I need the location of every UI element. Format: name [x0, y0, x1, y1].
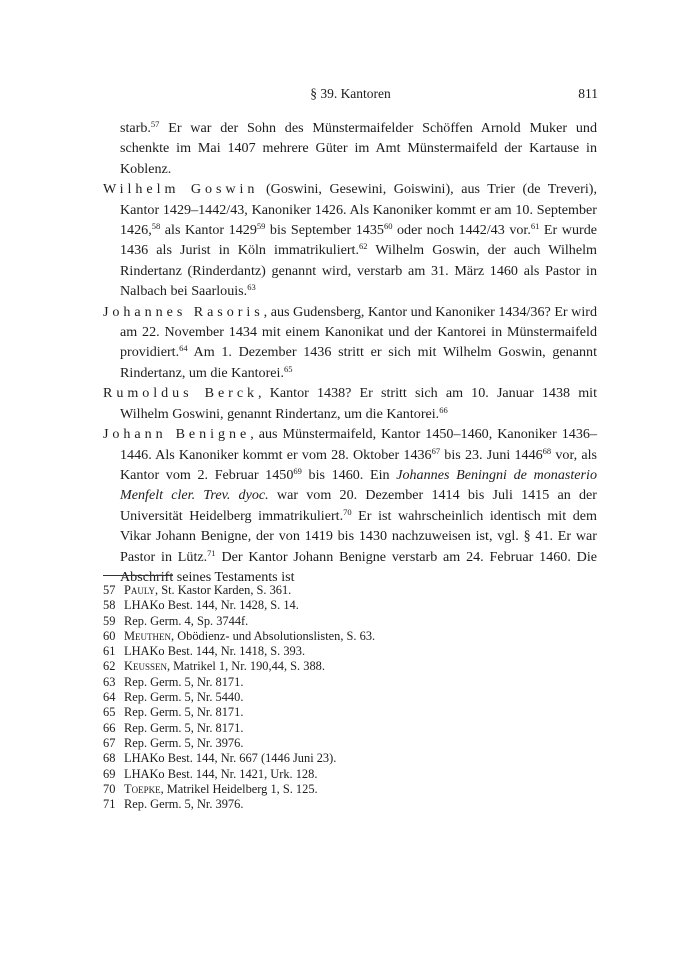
footnote-ref: 59: [256, 221, 266, 232]
footnote-text: [124, 721, 243, 736]
footnote-citation: Rep. Germ. 5, Nr. 5440.: [124, 690, 244, 705]
footnote: [103, 598, 597, 613]
footnote-ref: 63: [247, 282, 256, 293]
footnote-text: [124, 690, 243, 705]
footnote-ref: 64: [179, 343, 188, 354]
text-segment: als Kantor 1429: [160, 222, 257, 239]
text-segment: Der Kantor Johann Benigne verstarb am 24. Februar 1460. Die Abschrift seines Testaments ist: [120, 548, 597, 585]
footnote: [103, 782, 597, 797]
entry-johannes-rasoris: [103, 302, 597, 384]
footnote-number: 65: [103, 705, 116, 720]
footnote-ref: 70: [343, 506, 352, 517]
footnote-number: 70: [103, 781, 116, 796]
text-segment: oder noch 1442/43 vor.: [392, 222, 531, 239]
footnote-number: 60: [103, 628, 116, 643]
footnote-citation: , St. Kastor Karden, S. 361.: [155, 583, 292, 597]
footnote-text: [124, 644, 305, 659]
footnote-citation: LHAKo Best. 144, Nr. 1418, S. 393.: [124, 644, 306, 659]
footnote-ref: 66: [439, 404, 448, 415]
footnote: [103, 629, 597, 644]
entry-wilhelm-goswin: [103, 179, 597, 301]
footnote-ref: 57: [150, 119, 160, 129]
footnote: [103, 721, 597, 736]
footnote: [103, 736, 597, 751]
footnote-citation: Rep. Germ. 5, Nr. 3976.: [124, 735, 244, 750]
text-segment: , aus Gudensberg, Kantor und Kanoniker 1434/36? Er wird am 22. November 1434 mit einem Kanonikat und der Kantorei in Münstermaifeld providiert.: [120, 303, 597, 361]
footnote-citation: LHAKo Best. 144, Nr. 1421, Urk. 128.: [124, 766, 318, 781]
footnote-text: [124, 629, 375, 644]
footnote: [103, 797, 597, 812]
footnote-text: [124, 675, 243, 690]
footnote-number: 71: [103, 797, 116, 812]
footnote-number: 66: [103, 720, 116, 735]
paragraph-continuation: [103, 118, 597, 179]
footnote-number: 69: [103, 766, 116, 781]
footnote-author: Pauly: [124, 583, 155, 597]
footnote-citation: , Obödienz- und Absolutionslisten, S. 63.: [171, 628, 376, 643]
footnote-number: 62: [103, 659, 116, 674]
footnote: [103, 751, 597, 766]
entry-name: Johann Benigne: [103, 426, 251, 443]
entry-name: Wilhelm Goswin: [103, 181, 259, 198]
footnote-text: [124, 751, 336, 766]
footnote: [103, 705, 597, 720]
text-segment: (Goswini, Gesewini, Goiswini), aus Trier (de Treveri), Kantor 1429–1442/43, Kanoniker 1426. Als Kanoniker kommt er am 10. September 1426,: [120, 181, 597, 239]
footnote: [103, 644, 597, 659]
footnote-citation: Rep. Germ. 5, Nr. 3976.: [124, 797, 244, 812]
footnote-text: [124, 598, 299, 613]
footnote-ref: 67: [431, 445, 441, 456]
text-segment: Er war der Sohn des Münstermaifelder Schöffen Arnold Muker und schenkte im Mai 1407 mehrere Güter im Amt Münstermaifeld der Kartause in Koblenz.: [120, 120, 597, 177]
footnote-text: [124, 782, 318, 797]
footnotes: [103, 583, 597, 812]
footnote: [103, 690, 597, 705]
footnote-author: Toepke: [124, 781, 161, 796]
footnote-number: 61: [103, 644, 116, 659]
footnote-ref: 58: [151, 221, 161, 232]
footnote-ref: 60: [383, 221, 393, 232]
footnote-number: 64: [103, 690, 116, 705]
footnote-ref: 61: [530, 221, 540, 232]
footnote-separator: [103, 575, 173, 576]
footnote-author: Keussen: [124, 659, 167, 674]
footnote-text: [124, 736, 243, 751]
footnote-citation: , Matrikel 1, Nr. 190,44, S. 388.: [166, 659, 325, 674]
text-segment: war vom 20. Dezember 1414 bis Juli 1415 an der Universität Heidelberg immatrikuliert.: [120, 487, 597, 524]
footnote-author: Meuthen: [124, 628, 172, 643]
footnote-number: 58: [103, 598, 116, 613]
entry-name: Johannes Rasoris: [103, 303, 264, 320]
footnote-text: [124, 614, 248, 629]
footnote-text: [124, 659, 325, 674]
footnote-ref: 62: [359, 241, 368, 252]
footnote-citation: LHAKo Best. 144, Nr. 1428, S. 14.: [124, 598, 299, 613]
footnote-number: 57: [103, 583, 116, 597]
footnote: [103, 767, 597, 782]
footnote: [103, 583, 597, 598]
text-segment: Er ist wahrscheinlich identisch mit dem Vikar Johann Benigne, der von 1419 bis 1430 nachzuweisen ist, vgl. § 41. Er war Pastor in Lütz.: [120, 507, 597, 565]
footnote-text: [124, 797, 243, 812]
footnote-ref: 65: [283, 363, 293, 374]
footnote-citation: Rep. Germ. 4, Sp. 3744f.: [124, 613, 249, 628]
footnote: [103, 675, 597, 690]
latin-citation: Johannes Beningni de monasterio Menfelt cler. Trev. dyoc.: [120, 466, 597, 504]
footnote-number: 68: [103, 751, 116, 766]
footnote-number: 67: [103, 735, 116, 750]
text-segment: bis 1460. Ein: [301, 466, 397, 483]
footnote-ref: 68: [542, 445, 552, 456]
footnote-number: 59: [103, 613, 116, 628]
page-number: 811: [578, 86, 598, 101]
footnote-ref: 71: [207, 547, 216, 558]
footnote-citation: LHAKo Best. 144, Nr. 667 (1446 Juni 23).: [124, 751, 337, 766]
running-header: [103, 86, 598, 106]
entry-rumoldus-berck: [103, 383, 597, 424]
footnote-ref: 69: [293, 465, 302, 476]
text-segment: , aus Münstermaifeld, Kantor 1450–1460, Kanoniker 1436–1446. Als Kanoniker kommt er vom 28. Oktober 1436: [120, 426, 597, 463]
main-text: [103, 118, 597, 587]
text-segment: , Kantor 1438? Er stritt sich am 10. Januar 1438 mit Wilhelm Goswini, genannt Rindertanz, um die Kantorei.: [120, 385, 597, 422]
text-segment: Wilhelm Goswin, der auch Wilhelm Rindertanz (Rinderdantz) genannt wird, verstarb am 31. März 1460 als Pastor in Nalbach bei Saarlouis.: [120, 242, 597, 300]
text-segment: bis September 1435: [265, 222, 384, 239]
text-segment: bis 23. Juni 1446: [440, 446, 543, 463]
text-segment: Er wurde 1436 als Jurist in Köln immatrikuliert.: [120, 222, 597, 259]
footnote: [103, 659, 597, 674]
footnote-number: 63: [103, 674, 116, 689]
text-segment: starb.: [120, 120, 151, 136]
footnote-citation: Rep. Germ. 5, Nr. 8171.: [124, 720, 244, 735]
footnote-citation: , Matrikel Heidelberg 1, S. 125.: [160, 781, 318, 796]
footnote-text: [124, 705, 243, 720]
footnote: [103, 614, 597, 629]
footnote-citation: Rep. Germ. 5, Nr. 8171.: [124, 705, 244, 720]
entry-name: Rumoldus Berck: [103, 385, 259, 402]
running-title: § 39. Kantoren: [310, 86, 391, 101]
footnote-text: [124, 583, 291, 598]
entry-johann-benigne: [103, 424, 597, 587]
text-segment: Am 1. Dezember 1436 stritt er sich mit Wilhelm Goswin, genannt Rindertanz, um die Kantorei.: [120, 344, 597, 381]
footnote-text: [124, 767, 317, 782]
footnote-citation: Rep. Germ. 5, Nr. 8171.: [124, 674, 244, 689]
text-segment: vor, als Kantor vom 2. Februar 1450: [120, 446, 597, 483]
